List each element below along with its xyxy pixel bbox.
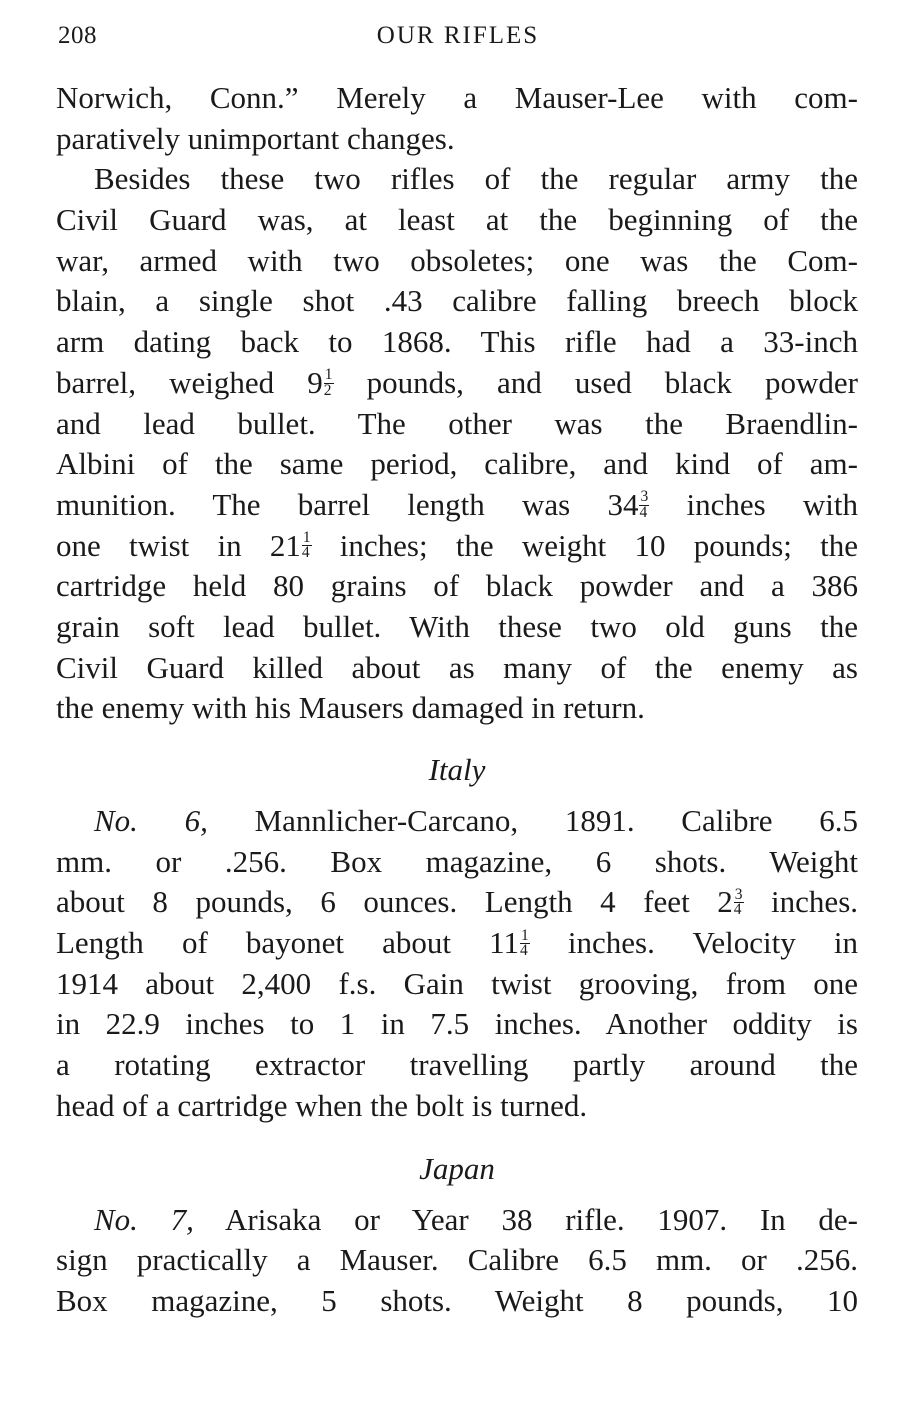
text-segment: about 8 pounds, 6 ounces. Length 4 feet 2	[56, 884, 733, 920]
fraction	[520, 926, 530, 959]
spacer	[56, 790, 858, 801]
fraction-numerator: 3	[734, 885, 743, 903]
text-line: cartridge held 80 grains of black powder and a 386	[56, 568, 858, 604]
text-line: paratively unimportant changes.	[56, 120, 455, 156]
text-line: Civil Guard killed about as many of the enemy as	[56, 649, 858, 685]
spacer	[56, 1127, 858, 1149]
body-text	[56, 78, 858, 1322]
fraction	[302, 531, 312, 561]
fraction-denominator: 2	[323, 381, 332, 399]
section-heading-japan: Japan	[419, 1150, 495, 1186]
text-line	[56, 485, 858, 526]
text-segment: Length of bayonet about 11	[56, 925, 520, 961]
text-line: Albini of the same period, calibre, and kind of am-	[56, 446, 858, 482]
model-number-label: No. 6,	[94, 803, 208, 838]
text-line: the enemy with his Mausers damaged in return.	[56, 690, 645, 726]
text-line	[56, 882, 858, 923]
fraction-numerator: 1	[324, 366, 333, 384]
text-line: sign practically a Mauser. Calibre 6.5 mm. or .256.	[56, 1242, 858, 1278]
spacer	[56, 729, 858, 750]
text-line	[56, 363, 858, 404]
fraction-denominator: 4	[301, 544, 310, 562]
fraction-denominator: 4	[639, 503, 648, 521]
text-line: head of a cartridge when the bolt is turned.	[56, 1087, 588, 1123]
text-segment: inches.	[743, 884, 859, 920]
text-line: Besides these two rifles of the regular army the	[94, 161, 858, 197]
text-line	[56, 923, 858, 964]
text-line: 1914 about 2,400 f.s. Gain twist grooving, from one	[56, 965, 858, 1001]
text-segment: pounds, and used black powder	[333, 364, 858, 400]
running-title: OUR RIFLES	[376, 22, 540, 49]
text-line: Civil Guard was, at least at the beginning of the	[56, 202, 858, 238]
text-line	[56, 1200, 858, 1241]
fraction-numerator: 1	[521, 926, 529, 944]
fraction	[639, 490, 649, 520]
text-line: in 22.9 inches to 1 in 7.5 inches. Another oddity is	[56, 1006, 858, 1042]
spacer	[56, 1189, 858, 1200]
text-line: arm dating back to 1868. This rifle had a 33-inch	[56, 324, 858, 360]
section-heading-italy: Italy	[428, 752, 486, 787]
text-segment: inches. Velocity in	[529, 925, 858, 961]
text-segment: barrel, weighed 9	[56, 364, 323, 400]
text-line	[56, 801, 858, 842]
fraction-numerator: 1	[302, 529, 311, 547]
text-line	[56, 526, 858, 567]
text-line: grain soft lead bullet. With these two old guns the	[56, 608, 858, 644]
text-segment: Mannlicher-Carcano, 1891. Calibre 6.5	[207, 803, 858, 838]
fraction	[733, 885, 744, 919]
fraction-numerator: 3	[640, 488, 649, 506]
text-line: blain, a single shot .43 calibre falling breech block	[56, 283, 858, 319]
paragraph-italy	[56, 801, 858, 1127]
paragraph-japan	[56, 1200, 858, 1322]
paragraph-civil-guard	[56, 159, 858, 729]
text-segment: Arisaka or Year 38 rifle. 1907. In de-	[193, 1201, 858, 1237]
text-segment: one twist in 21	[56, 527, 301, 563]
fraction	[324, 368, 334, 398]
text-segment: inches with	[649, 486, 859, 522]
text-segment: inches; the weight 10 pounds; the	[311, 527, 858, 563]
text-line: and lead bullet. The other was the Braendlin-	[56, 405, 858, 441]
running-head	[58, 18, 858, 58]
page-number: 208	[58, 22, 97, 49]
paragraph-norwich	[56, 78, 858, 159]
text-line: war, armed with two obsoletes; one was the Com-	[56, 242, 858, 278]
text-segment: munition. The barrel length was 34	[56, 486, 639, 522]
text-line: a rotating extractor travelling partly around the	[56, 1047, 858, 1083]
text-line: Norwich, Conn.” Merely a Mauser-Lee with com-	[56, 80, 858, 115]
text-line: mm. or .256. Box magazine, 6 shots. Weight	[56, 843, 858, 879]
model-number-label: No. 7,	[94, 1201, 194, 1237]
fraction-denominator: 4	[520, 941, 528, 959]
text-line: Box magazine, 5 shots. Weight 8 pounds, 10	[56, 1282, 858, 1318]
fraction-denominator: 4	[733, 901, 742, 919]
